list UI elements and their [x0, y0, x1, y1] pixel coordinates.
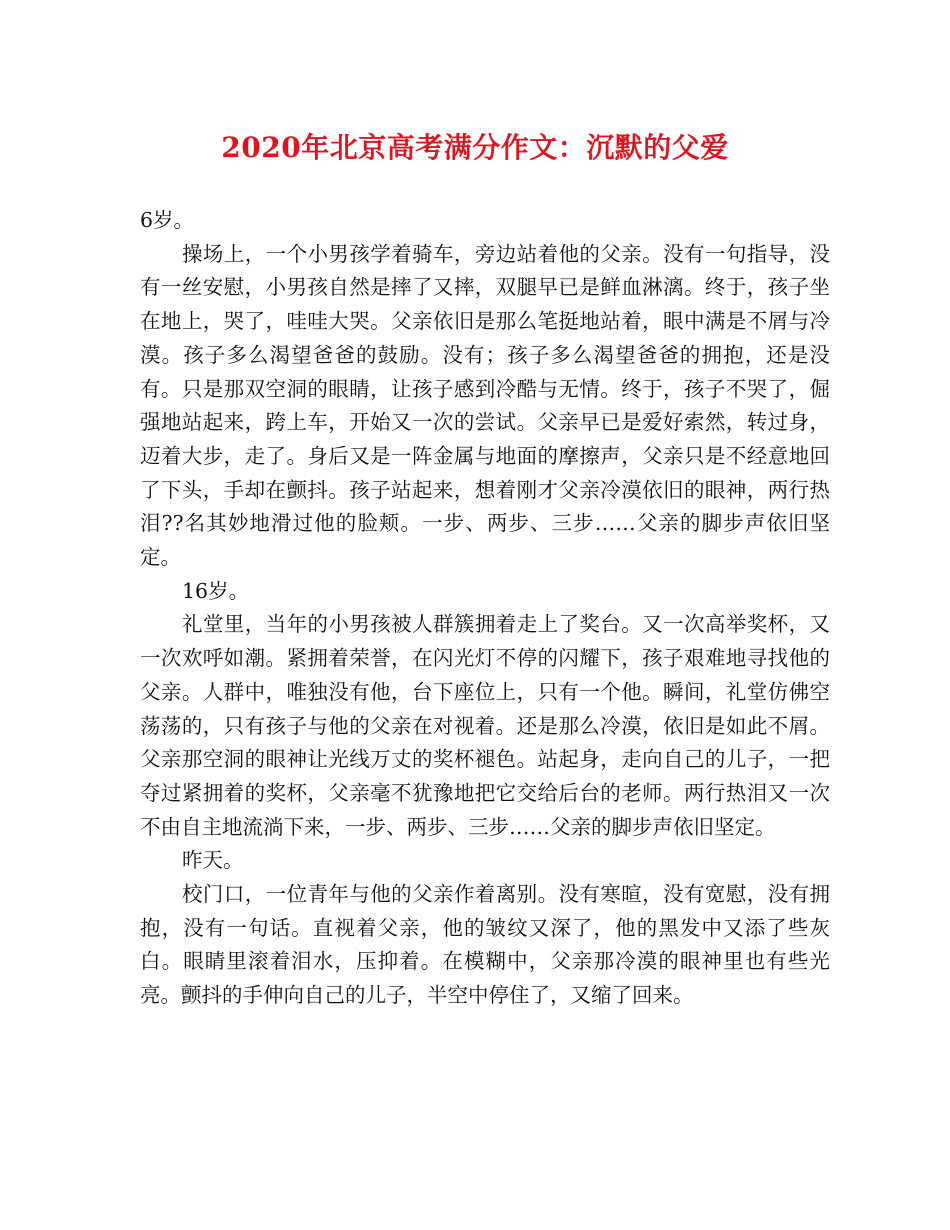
section-marker-age-16: 16岁。 [182, 578, 250, 603]
section-marker-age-6: 6岁。 [140, 208, 195, 232]
section-marker-yesterday: 昨天。 [182, 848, 244, 873]
paragraph-school-gate: 校门口，一位青年与他的父亲作着离别。没有寒暄，没有宽慰，没有拥抱，没有一句话。直视着父亲，他的皱纹又深了，他的黑发中又添了些灰白。眼睛里滚着泪水，压抑着。在模糊中，父亲那冷漠的眼神里也有些光亮。颤抖的手伸向自己的儿子，半空中停住了，又缩了回来。 [140, 882, 830, 1008]
document-title: 2020年北京高考满分作文：沉默的父爱 [221, 131, 729, 164]
document-body [140, 204, 830, 1013]
paragraph-playground: 操场上，一个小男孩学着骑车，旁边站着他的父亲。没有一句指导，没有一丝安慰，小男孩自然是摔了又摔，双腿早已是鲜血淋漓。终于，孩子坐在地上，哭了，哇哇大哭。父亲依旧是那么笔挺地站着，眼中满是不屑与冷漠。孩子多么渴望爸爸的鼓励。没有；孩子多么渴望爸爸的拥抱，还是没有。只是那双空洞的眼睛，让孩子感到冷酷与无情。终于，孩子不哭了，倔强地站起来，跨上车，开始又一次的尝试。父亲早已是爱好索然，转过身，迈着大步，走了。身后又是一阵金属与地面的摩擦声，父亲只是不经意地回了下头，手却在颤抖。孩子站起来，想着刚才父亲冷漠依旧的眼神，两行热泪??名其妙地滑过他的脸颊。一步、两步、三步……父亲的脚步声依旧坚定。 [140, 241, 830, 570]
paragraph-auditorium: 礼堂里，当年的小男孩被人群簇拥着走上了奖台。又一次高举奖杯，又一次欢呼如潮。紧拥着荣誉，在闪光灯不停的闪耀下，孩子艰难地寻找他的父亲。人群中，唯独没有他，台下座位上，只有一个他。瞬间，礼堂仿佛空荡荡的，只有孩子与他的父亲在对视着。还是那么冷漠，依旧是如此不屑。父亲那空洞的眼神让光线万丈的奖杯褪色。站起身，走向自己的儿子，一把夺过紧拥着的奖杯，父亲毫不犹豫地把它交给后台的老师。两行热泪又一次不由自主地流淌下来，一步、两步、三步……父亲的脚步声依旧坚定。 [140, 612, 830, 839]
